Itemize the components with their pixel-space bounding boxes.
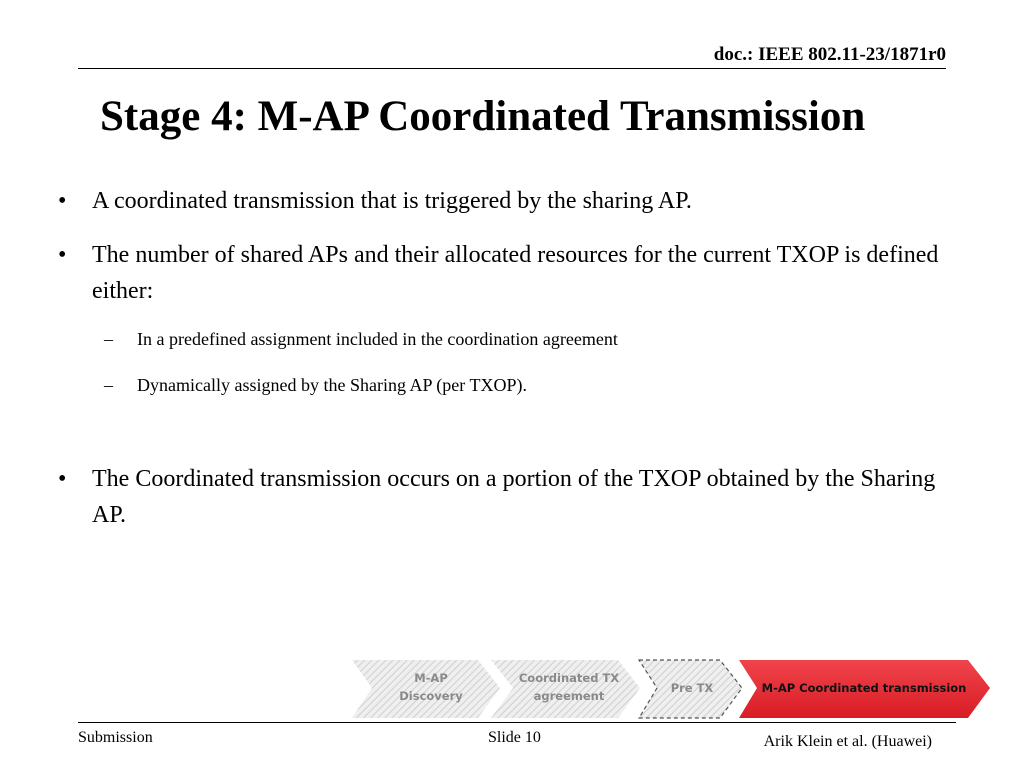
sub-bullet-text: Dynamically assigned by the Sharing AP (per TXOP). [137,375,527,395]
step-label-line: Pre TX [670,681,714,695]
header-rule [78,68,946,69]
bullet-marker: • [58,188,67,214]
doc-id: doc.: IEEE 802.11-23/1871r0 [713,44,946,65]
step-label [374,669,488,705]
step-label-line: M-AP Coordinated transmission [761,681,967,695]
step-label [509,669,629,705]
bullet-text: The Coordinated transmission occurs on a portion of the TXOP obtained by the Sharing AP. [92,466,936,528]
slide-title: Stage 4: M-AP Coordinated Transmission [100,93,866,140]
footer-author: Arik Klein et al. (Huawei) [763,733,932,750]
step-label [752,679,976,697]
bullet-marker: • [58,466,67,492]
step-label-line: Discovery [399,689,463,703]
step-label [652,679,732,697]
bullet-text: The number of shared APs and their allocated resources for the current TXOP is defined either: [92,242,939,304]
bullet-text: A coordinated transmission that is triggered by the sharing AP. [92,188,692,214]
step-label-line: Coordinated TX [518,671,620,685]
sub-bullet-marker: – [104,329,113,349]
step-label-line: M-AP [414,671,448,685]
sub-bullet-text: In a predefined assignment included in the coordination agreement [137,329,618,349]
footer-rule [78,722,956,723]
footer-slide-number: Slide 10 [488,729,541,746]
bullet-marker: • [58,242,67,268]
process-diagram [352,658,992,720]
footer-submission: Submission [78,729,153,746]
sub-bullet-marker: – [104,375,113,395]
step-label-line: agreement [533,689,605,703]
